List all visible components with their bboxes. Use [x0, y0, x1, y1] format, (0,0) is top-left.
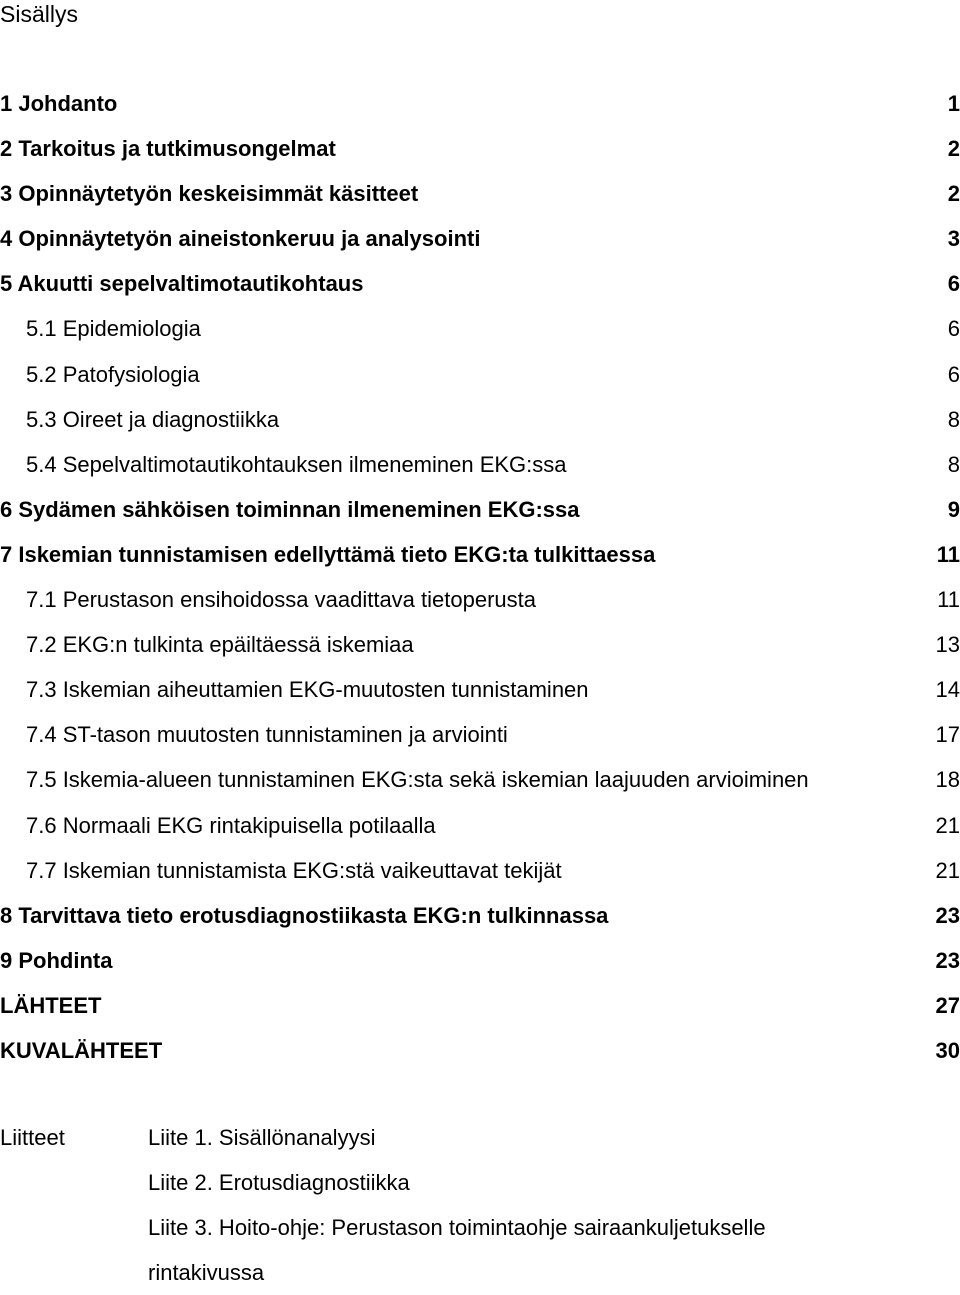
toc-entry-label: 6 Sydämen sähköisen toiminnan ilmeneminen EKG:ssa: [0, 496, 580, 522]
toc-entry[interactable]: [0, 577, 960, 622]
toc-entry-page: 9: [947, 496, 960, 522]
toc-entry[interactable]: [0, 171, 960, 216]
toc-entry-label: LÄHTEET: [0, 992, 102, 1018]
toc-entry[interactable]: [0, 848, 960, 893]
toc-entry[interactable]: [0, 216, 960, 261]
toc-entry[interactable]: [0, 306, 960, 351]
toc-entry-label: 7.5 Iskemia-alueen tunnistaminen EKG:sta sekä iskemian laajuuden arvioiminen: [26, 767, 809, 793]
toc-entry-page: 23: [935, 902, 960, 928]
toc-entry[interactable]: [0, 1028, 960, 1073]
toc-entry-page: 27: [935, 992, 960, 1018]
attachment-item: Liite 1. Sisällönanalyysi: [148, 1125, 376, 1150]
attachments-heading: Liitteet: [0, 1125, 65, 1150]
toc-entry-label: 7.3 Iskemian aiheuttamien EKG-muutosten tunnistaminen: [26, 677, 589, 703]
attachment-item: Liite 2. Erotusdiagnostiikka: [148, 1170, 410, 1195]
toc-entry-page: 8: [947, 451, 960, 477]
toc-entry-label: KUVALÄHTEET: [0, 1037, 163, 1063]
toc-entry[interactable]: [0, 712, 960, 757]
table-of-contents: [0, 81, 960, 1073]
toc-entry-page: 6: [947, 271, 960, 297]
toc-entry-page: 6: [947, 316, 960, 342]
toc-entry[interactable]: [0, 487, 960, 532]
toc-entry-label: 9 Pohdinta: [0, 947, 113, 973]
toc-entry[interactable]: [0, 983, 960, 1028]
toc-entry[interactable]: [0, 757, 960, 802]
toc-entry-label: 7.6 Normaali EKG rintakipuisella potilaalla: [26, 812, 436, 838]
toc-entry-page: 23: [935, 947, 960, 973]
toc-entry-label: 7.7 Iskemian tunnistamista EKG:stä vaikeuttavat tekijät: [26, 857, 562, 883]
toc-entry-label: 5.2 Patofysiologia: [26, 361, 200, 387]
toc-entry-page: 21: [935, 857, 960, 883]
toc-entry[interactable]: [0, 352, 960, 397]
toc-entry-label: 7 Iskemian tunnistamisen edellyttämä tieto EKG:ta tulkittaessa: [0, 541, 656, 567]
toc-entry[interactable]: [0, 893, 960, 938]
toc-entry-label: 5 Akuutti sepelvaltimotautikohtaus: [0, 271, 364, 297]
toc-entry-label: 5.4 Sepelvaltimotautikohtauksen ilmeneminen EKG:ssa: [26, 451, 567, 477]
toc-entry[interactable]: [0, 803, 960, 848]
toc-entry-label: 7.4 ST-tason muutosten tunnistaminen ja arviointi: [26, 722, 508, 748]
toc-entry-page: 2: [947, 136, 960, 162]
toc-entry-page: 1: [947, 91, 960, 116]
toc-entry[interactable]: [0, 667, 960, 712]
toc-entry-label: 2 Tarkoitus ja tutkimusongelmat: [0, 136, 336, 162]
toc-entry[interactable]: [0, 261, 960, 306]
toc-entry-label: 7.1 Perustason ensihoidossa vaadittava tietoperusta: [26, 587, 536, 613]
toc-entry[interactable]: [0, 442, 960, 487]
toc-entry-page: 11: [937, 587, 960, 613]
toc-entry[interactable]: [0, 622, 960, 667]
toc-entry-label: 4 Opinnäytetyön aineistonkeruu ja analysointi: [0, 226, 481, 252]
toc-entry-label: 1 Johdanto: [0, 91, 118, 116]
toc-entry-page: 18: [935, 767, 960, 793]
toc-entry-page: 13: [935, 632, 960, 658]
toc-entry-page: 3: [947, 226, 960, 252]
toc-entry-page: 2: [947, 181, 960, 207]
toc-entry-page: 6: [947, 361, 960, 387]
attachment-item: rintakivussa: [148, 1260, 265, 1285]
toc-entry[interactable]: [0, 81, 960, 126]
toc-entry-label: 5.3 Oireet ja diagnostiikka: [26, 406, 280, 432]
toc-entry-page: 21: [935, 812, 960, 838]
toc-entry-page: 30: [935, 1037, 960, 1063]
toc-entry-label: 5.1 Epidemiologia: [26, 316, 201, 342]
page-title: Sisällys: [0, 1, 78, 27]
toc-entry[interactable]: [0, 397, 960, 442]
toc-entry-page: 17: [935, 722, 960, 748]
attachment-item: Liite 3. Hoito-ohje: Perustason toimintaohje sairaankuljetukselle: [148, 1215, 766, 1240]
toc-entry-label: 3 Opinnäytetyön keskeisimmät käsitteet: [0, 181, 419, 207]
toc-entry-page: 11: [936, 541, 960, 567]
toc-entry-page: 8: [947, 406, 960, 432]
toc-entry-page: 14: [935, 677, 960, 703]
toc-entry-label: 7.2 EKG:n tulkinta epäiltäessä iskemiaa: [26, 632, 414, 658]
toc-entry[interactable]: [0, 532, 960, 577]
attachments-list: [148, 1115, 948, 1295]
toc-entry[interactable]: [0, 126, 960, 171]
toc-entry-label: 8 Tarvittava tieto erotusdiagnostiikasta EKG:n tulkinnassa: [0, 902, 609, 928]
toc-entry[interactable]: [0, 938, 960, 983]
